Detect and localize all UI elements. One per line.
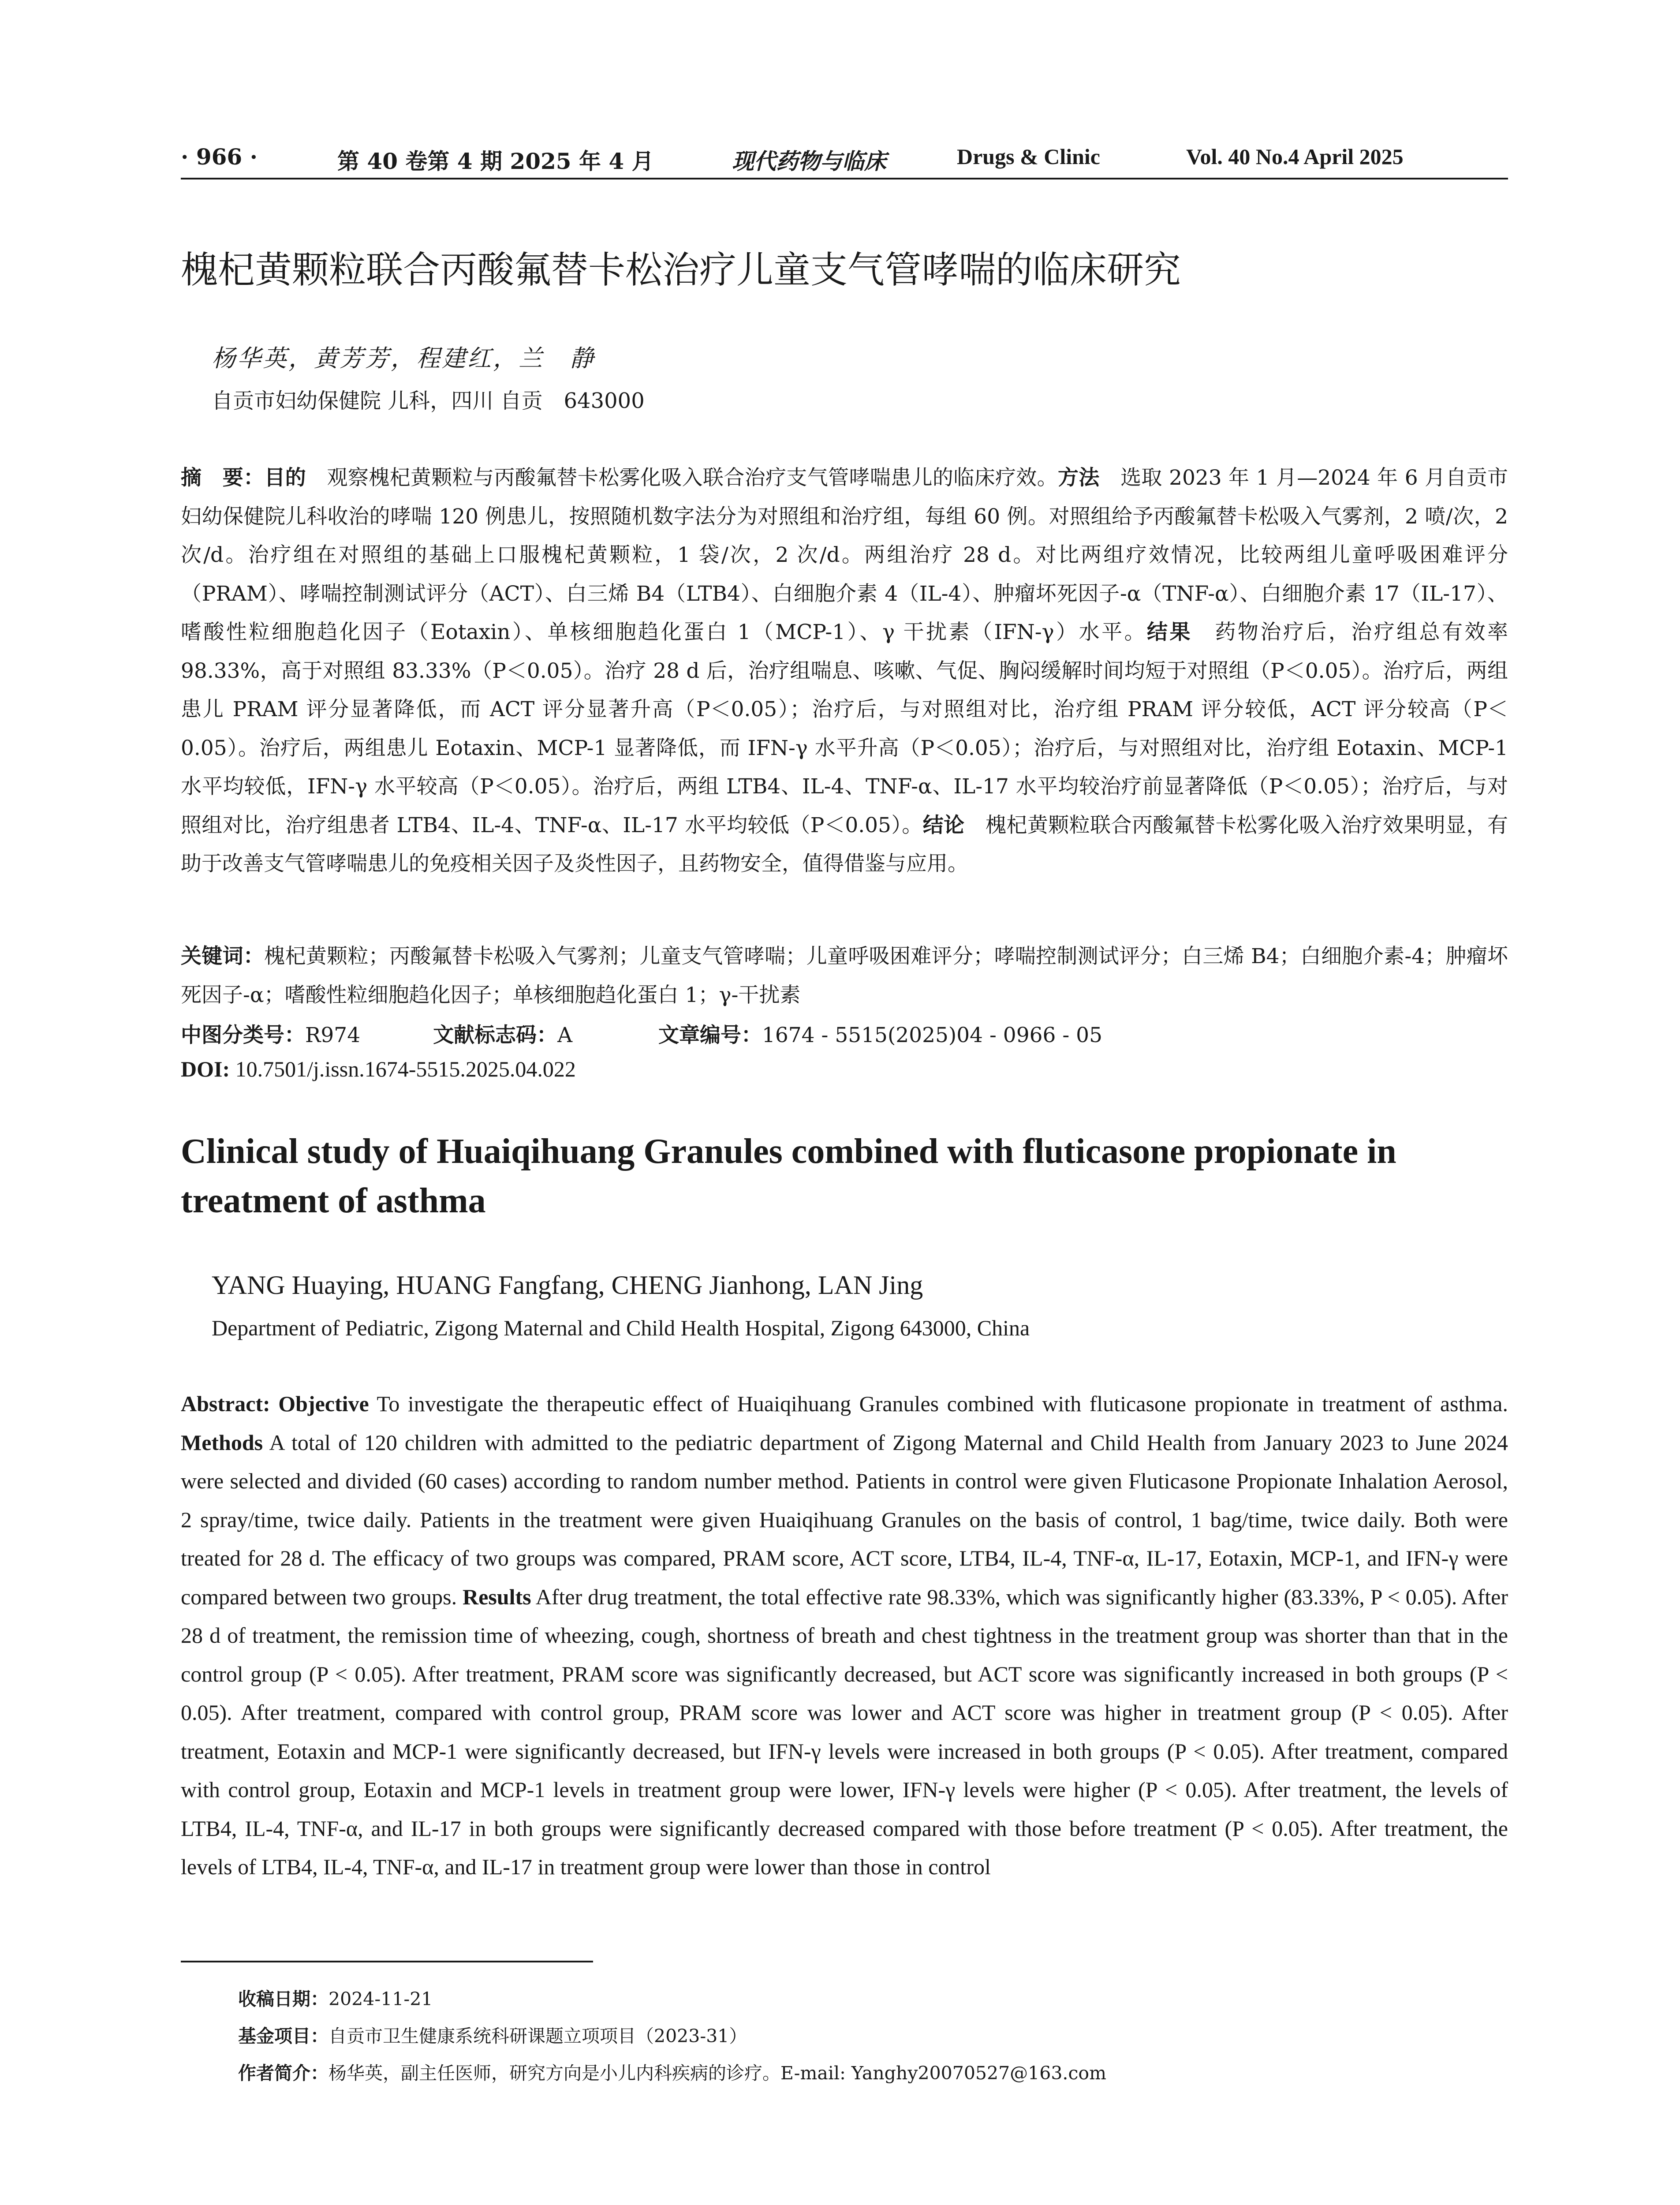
doccode-label: 文献标志码： bbox=[433, 1023, 558, 1047]
objective-text-en: To investigate the therapeutic effect of Huaiqihuang Granules combined with fluticasone propionate in treatment of asthma. bbox=[369, 1391, 1508, 1416]
author-bio-text: 杨华英，副主任医师，研究方向是小儿内科疾病的诊疗。E-mail: Yanghy20070527@163.com bbox=[329, 2063, 1106, 2084]
authors-cn: 杨华英，黄芳芳，程建红，兰 静 bbox=[212, 344, 595, 372]
doi-label: DOI: bbox=[181, 1057, 230, 1081]
article-title-en: Clinical study of Huaiqihuang Granules combined with fluticasone propionate in treatment of asthma bbox=[181, 1132, 1396, 1220]
doi-line bbox=[181, 1056, 576, 1082]
doccode-value: A bbox=[557, 1023, 573, 1047]
conclusion-text-cn: 槐杞黄颗粒联合丙酸氟替卡松雾化吸入治疗效果明显，有助于改善支气管哮喘患儿的免疫相关因子及炎性因子，且药物安全，值得借鉴与应用。 bbox=[181, 813, 1508, 876]
article-id-value: 1674 - 5515(2025)04 - 0966 - 05 bbox=[762, 1023, 1102, 1047]
journal-name-cn: 现代药物与临床 bbox=[732, 148, 886, 174]
objective-label-cn: 目的 bbox=[264, 466, 306, 490]
methods-label-en: Methods bbox=[181, 1430, 263, 1455]
results-label-cn: 结果 bbox=[1147, 620, 1192, 644]
footnote-author bbox=[238, 2059, 1106, 2085]
abstract-label-en: Abstract: Objective bbox=[181, 1391, 369, 1416]
footnote-received bbox=[238, 1984, 433, 2011]
keywords-cn bbox=[181, 937, 1508, 1014]
article-title-cn: 槐杞黄颗粒联合丙酸氟替卡松治疗儿童支气管哮喘的临床研究 bbox=[181, 248, 1181, 292]
abstract-en bbox=[181, 1385, 1508, 1887]
received-label: 收稿日期： bbox=[238, 1988, 329, 2010]
affiliation-en: Department of Pediatric, Zigong Maternal and Child Health Hospital, Zigong 643000, China bbox=[212, 1316, 1030, 1340]
article-id-label: 文章编号： bbox=[658, 1023, 762, 1047]
running-header bbox=[181, 140, 1512, 176]
abstract-label-cn: 摘 要： bbox=[181, 466, 265, 490]
journal-name-en: Drugs & Clinic bbox=[957, 144, 1100, 169]
volume-issue-en: Vol. 40 No.4 April 2025 bbox=[1186, 144, 1404, 169]
results-label-en: Results bbox=[463, 1584, 531, 1609]
fund-label: 基金项目： bbox=[238, 2026, 329, 2047]
footnote-rule bbox=[181, 1961, 593, 1962]
conclusion-label-cn: 结论 bbox=[922, 813, 965, 837]
methods-text-en: A total of 120 children with admitted to the pediatric department of Zigong Maternal and Child Health from January 2023 to June 2024 were selected and divided (60 cases) according to random number method. Patients in control were given Fluticasone Propionate Inhalation Aerosol, 2 spray/time, twice daily. Patients in the treatment were given Huaiqihuang Granules on the basis of control, 1 bag/time, twice daily. Both were treated for 28 d. The efficacy of two groups was compared, PRAM score, ACT score, LTB4, IL-4, TNF-α, IL-17, Eotaxin, MCP-1, and IFN-γ were compared between two groups. bbox=[181, 1430, 1508, 1609]
clc-label: 中图分类号： bbox=[181, 1023, 305, 1047]
page-number: · 966 · bbox=[181, 144, 258, 170]
footnote-fund bbox=[238, 2022, 747, 2048]
header-rule bbox=[181, 178, 1508, 179]
results-text-en: After drug treatment, the total effective rate 98.33%, which was significantly higher (83.33%, P < 0.05). After 28 d of treatment, the remission time of wheezing, cough, shortness of breath and chest tightness in the treatment group was shorter than that in the control group (P < 0.05). After treatment, PRAM score was significantly decreased, but ACT score was significantly increased in both groups (P < 0.05). After treatment, compared with control group, PRAM score was lower and ACT score was higher in treatment group (P < 0.05). After treatment, Eotaxin and MCP-1 were significantly decreased, but IFN-γ levels were increased in both groups (P < 0.05). After treatment, compared with control group, Eotaxin and MCP-1 levels in treatment group were lower, IFN-γ levels were higher (P < 0.05). After treatment, the levels of LTB4, IL-4, TNF-α, and IL-17 in both groups were significantly decreased compared with those before treatment (P < 0.05). After treatment, the levels of LTB4, IL-4, TNF-α, and IL-17 in treatment group were lower than those in control bbox=[181, 1584, 1508, 1879]
received-date: 2024-11-21 bbox=[329, 1988, 433, 2010]
authors-en: YANG Huaying, HUANG Fangfang, CHENG Jianhong, LAN Jing bbox=[212, 1271, 923, 1300]
results-text-cn: 药物治疗后，治疗组总有效率 98.33%，高于对照组 83.33%（P＜0.05）。治疗 28 d 后，治疗组喘息、咳嗽、气促、胸闷缓解时间均短于对照组（P＜0.05）。治疗后，两组患儿 PRAM 评分显著降低，而 ACT 评分显著升高（P＜0.05）；治疗后，与对照组对比，治疗组 PRAM 评分较低，ACT 评分较高（P＜0.05）。治疗后，两组患儿 Eotaxin、MCP-1 显著降低，而 IFN-γ 水平升高（P＜0.05）；治疗后，与对照组对比，治疗组 Eotaxin、MCP-1 水平均较低，IFN-γ 水平较高（P＜0.05）。治疗后，两组 LTB4、IL-4、TNF-α、IL-17 水平均较治疗前显著降低（P＜0.05）；治疗后，与对照组对比，治疗组患者 LTB4、IL-4、TNF-α、IL-17 水平均较低（P＜0.05）。 bbox=[181, 620, 1508, 837]
clc-value: R974 bbox=[305, 1023, 361, 1047]
keywords-label-cn: 关键词： bbox=[181, 944, 265, 968]
affiliation-cn: 自贡市妇幼保健院 儿科，四川 自贡 643000 bbox=[212, 389, 645, 413]
volume-issue-cn: 第 40 卷第 4 期 2025 年 4 月 bbox=[337, 148, 654, 174]
methods-text-cn: 选取 2023 年 1 月—2024 年 6 月自贡市妇幼保健院儿科收治的哮喘 120 例患儿，按照随机数字法分为对照组和治疗组，每组 60 例。对照组给予丙酸氟替卡松吸入气雾剂，2 喷/次，2 次/d。治疗组在对照组的基础上口服槐杞黄颗粒，1 袋/次，2 次/d。两组治疗 28 d。对比两组疗效情况，比较两组儿童呼吸困难评分（PRAM）、哮喘控制测试评分（ACT）、白三烯 B4（LTB4）、白细胞介素 4（IL-4）、肿瘤坏死因子-α（TNF-α）、白细胞介素 17（IL-17）、嗜酸性粒细胞趋化因子（Eotaxin）、单核细胞趋化蛋白 1（MCP-1）、γ 干扰素（IFN-γ）水平。 bbox=[181, 466, 1508, 644]
keywords-text-cn: 槐杞黄颗粒；丙酸氟替卡松吸入气雾剂；儿童支气管哮喘；儿童呼吸困难评分；哮喘控制测试评分；白三烯 B4；白细胞介素-4；肿瘤坏死因子-α；嗜酸性粒细胞趋化因子；单核细胞趋化蛋白 1；γ-干扰素 bbox=[181, 944, 1508, 1007]
methods-label-cn: 方法 bbox=[1058, 466, 1100, 490]
doi-value: 10.7501/j.issn.1674-5515.2025.04.022 bbox=[230, 1057, 576, 1081]
objective-text-cn: 观察槐杞黄颗粒与丙酸氟替卡松雾化吸入联合治疗支气管哮喘患儿的临床疗效。 bbox=[306, 466, 1058, 490]
classification-line bbox=[181, 1019, 1102, 1048]
abstract-cn bbox=[181, 459, 1508, 883]
fund-text: 自贡市卫生健康系统科研课题立项项目（2023-31） bbox=[329, 2026, 747, 2047]
author-bio-label: 作者简介： bbox=[238, 2063, 329, 2084]
